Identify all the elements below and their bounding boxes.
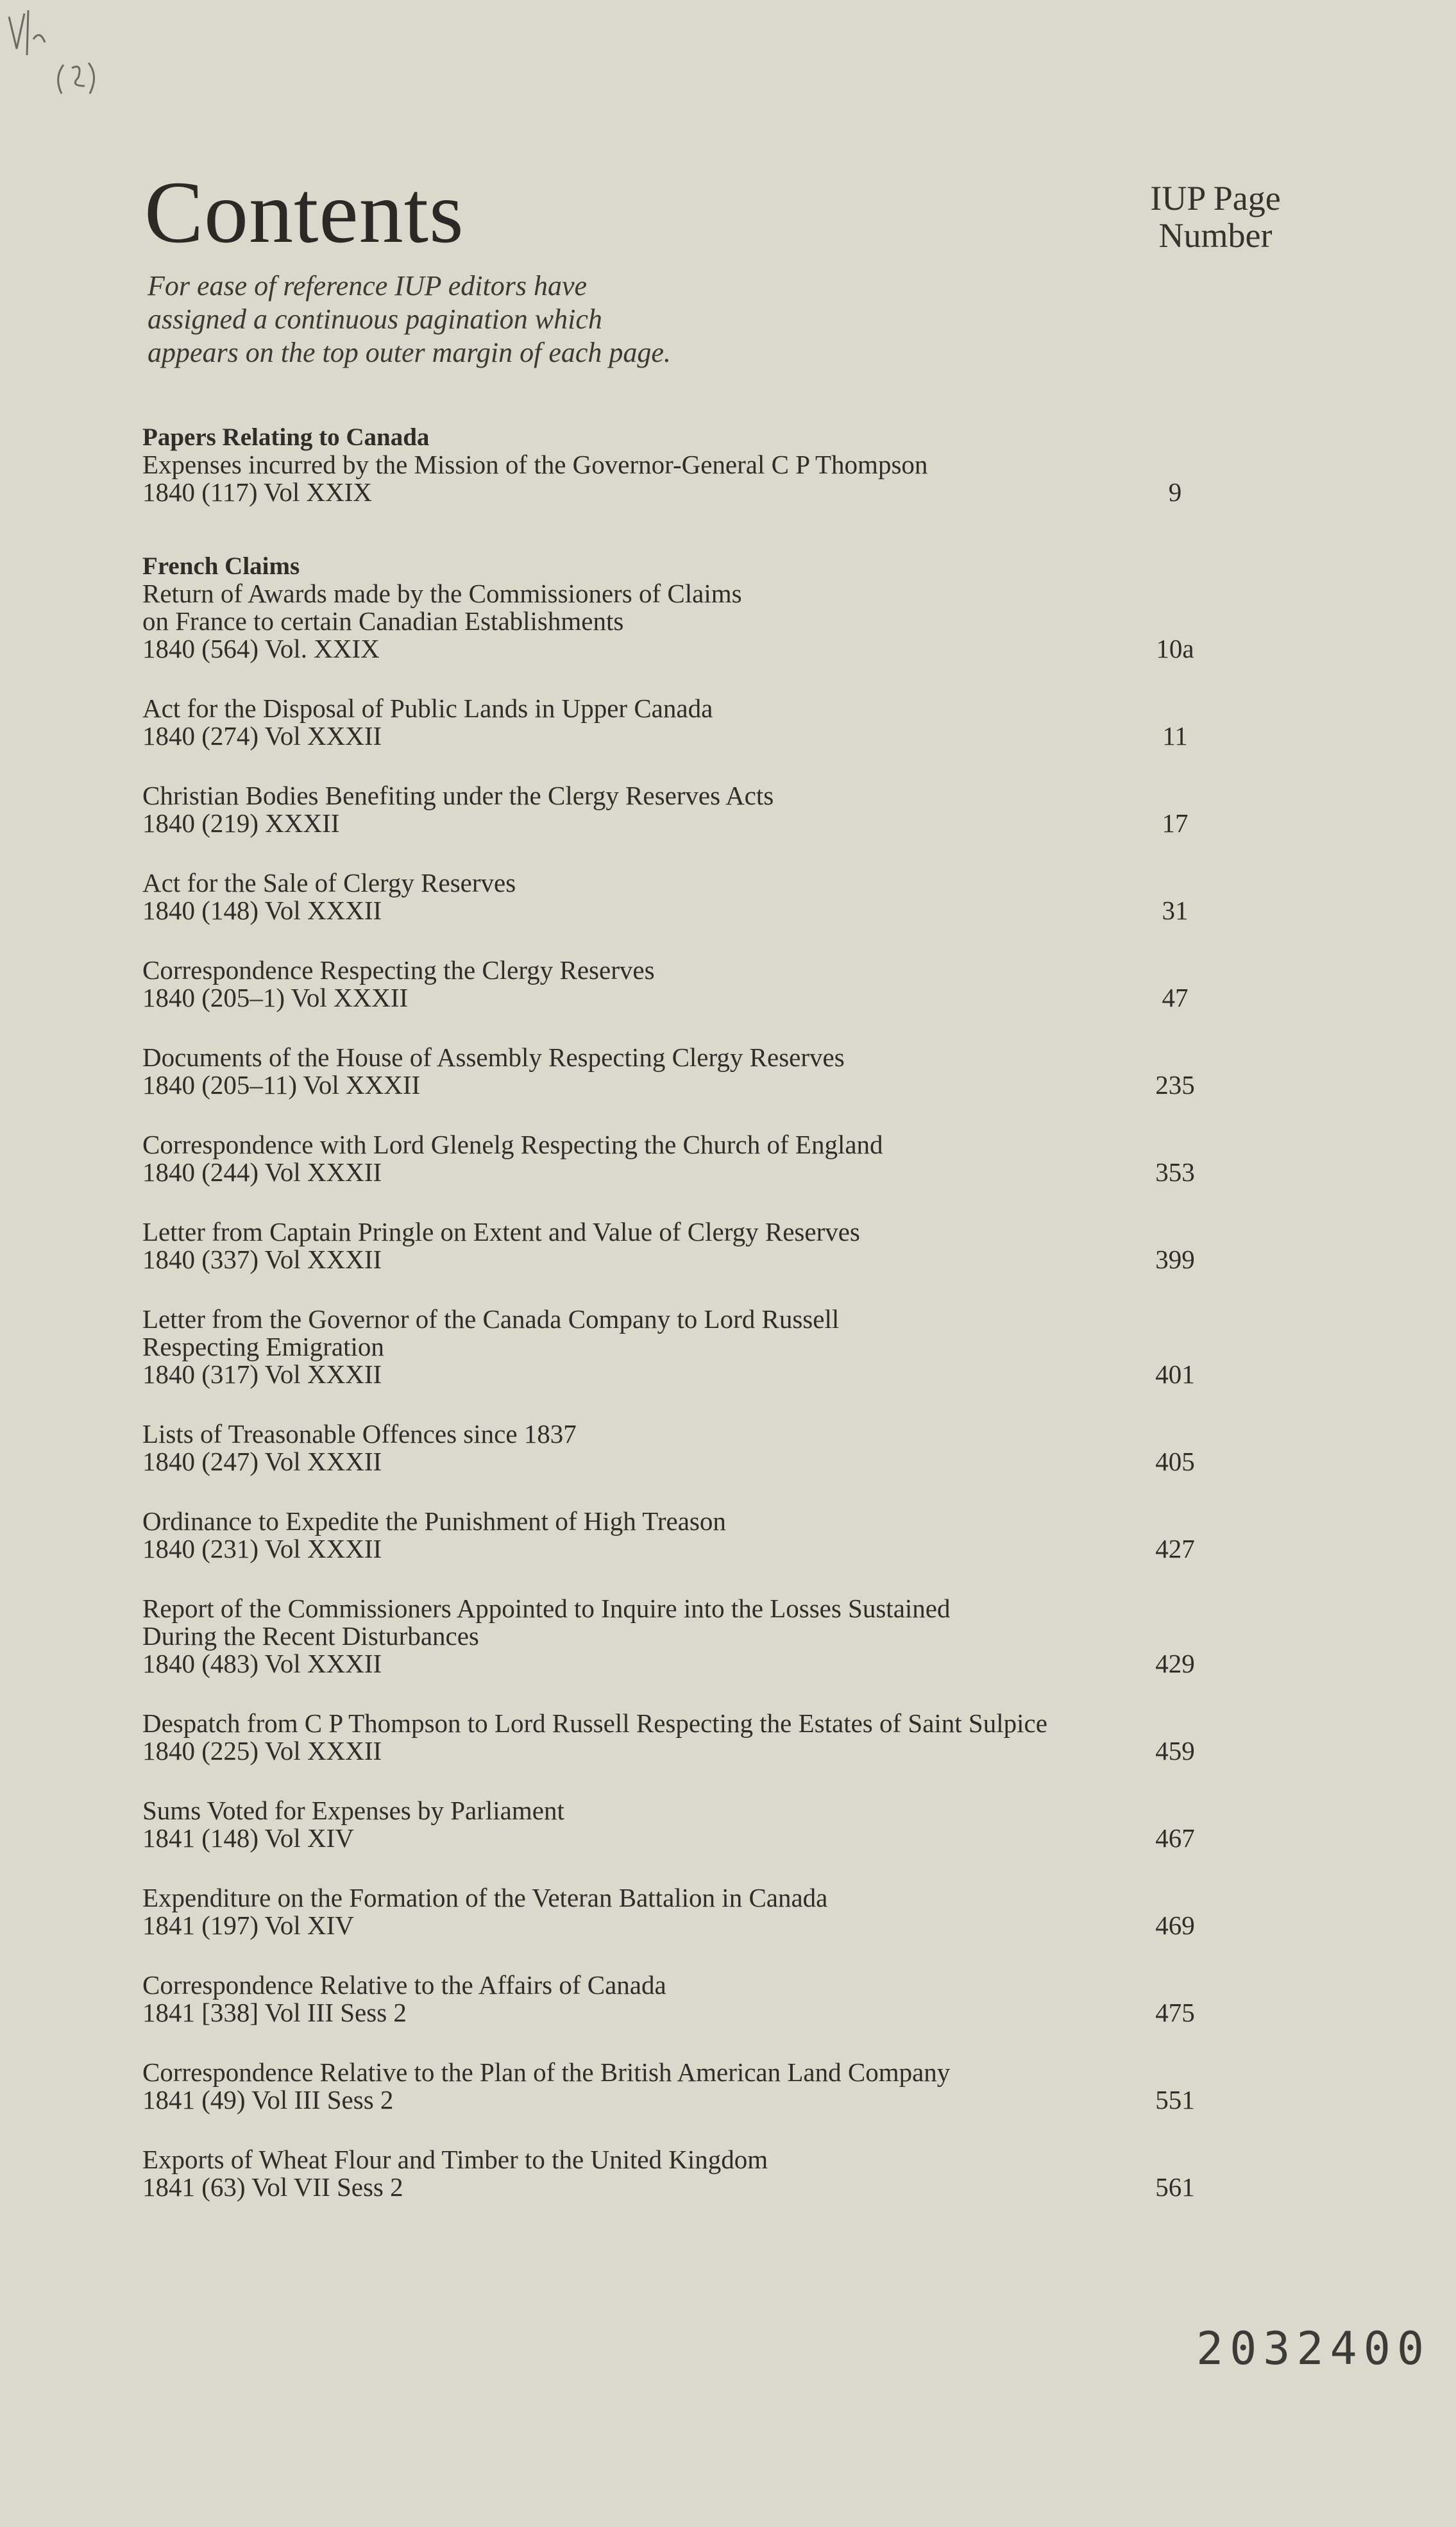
entry-page-number: 427 bbox=[1155, 1534, 1195, 1563]
entry-page-number: 429 bbox=[1155, 1649, 1195, 1678]
entry-line: Return of Awards made by the Commissioners of Claims bbox=[142, 579, 742, 608]
contents-entry bbox=[142, 1044, 1323, 1099]
entry-page-number: 47 bbox=[1162, 983, 1189, 1012]
handwritten-margin-mark bbox=[3, 4, 99, 100]
entry-line: 1840 (148) Vol XXXII bbox=[142, 896, 382, 925]
contents-entry bbox=[142, 1884, 1323, 1939]
entry-line: on France to certain Canadian Establishments bbox=[142, 606, 624, 636]
contents-entry bbox=[142, 1420, 1323, 1476]
entry-line: Act for the Disposal of Public Lands in Upper Canada bbox=[142, 693, 713, 723]
entry-page-number: 235 bbox=[1155, 1070, 1195, 1100]
contents-entry bbox=[142, 1218, 1323, 1273]
entry-line: 1841 (197) Vol XIV bbox=[142, 1910, 354, 1940]
entry-line: 1840 (244) Vol XXXII bbox=[142, 1157, 382, 1187]
entry-line: Despatch from C P Thompson to Lord Russell Respecting the Estates of Saint Sulpice bbox=[142, 1708, 1047, 1738]
entry-line: 1840 (564) Vol. XXIX bbox=[142, 634, 380, 663]
entry-page-number: 353 bbox=[1155, 1157, 1195, 1187]
entry-line: Act for the Sale of Clergy Reserves bbox=[142, 868, 516, 898]
column-heading-line: Number bbox=[1158, 216, 1273, 255]
entry-line: Letter from Captain Pringle on Extent and Value of Clergy Reserves bbox=[142, 1217, 860, 1246]
contents-list bbox=[142, 391, 1323, 2201]
entry-line: Expenses incurred by the Mission of the Governor-General C P Thompson bbox=[142, 450, 928, 479]
entry-heading: French Claims bbox=[142, 552, 300, 580]
entry-line: 1841 (148) Vol XIV bbox=[142, 1823, 354, 1853]
contents-entry bbox=[142, 2146, 1323, 2201]
entry-line: 1841 [338] Vol III Sess 2 bbox=[142, 1998, 407, 2027]
intro-line: assigned a continuous pagination which bbox=[148, 303, 602, 335]
entry-line: During the Recent Disturbances bbox=[142, 1621, 479, 1651]
entry-page-number: 31 bbox=[1162, 896, 1189, 925]
entry-page-number: 551 bbox=[1155, 2085, 1195, 2114]
entry-page-number: 469 bbox=[1155, 1910, 1195, 1940]
entry-line: 1840 (274) Vol XXXII bbox=[142, 721, 382, 751]
entry-page-number: 401 bbox=[1155, 1359, 1195, 1389]
entry-line: 1840 (247) Vol XXXII bbox=[142, 1447, 382, 1476]
contents-entry bbox=[142, 1971, 1323, 2027]
entry-line: Exports of Wheat Flour and Timber to the United Kingdom bbox=[142, 2145, 768, 2174]
entry-line: 1841 (63) Vol VII Sess 2 bbox=[142, 2172, 403, 2202]
entry-page-number: 10a bbox=[1156, 634, 1194, 663]
contents-entry bbox=[142, 695, 1323, 750]
entry-page-number: 9 bbox=[1168, 477, 1182, 507]
entry-line: Report of the Commissioners Appointed to Inquire into the Losses Sustained bbox=[142, 1594, 951, 1623]
entry-line: 1840 (205–1) Vol XXXII bbox=[142, 983, 409, 1012]
entry-line: Lists of Treasonable Offences since 1837 bbox=[142, 1419, 577, 1449]
entry-line: Christian Bodies Benefiting under the Clergy Reserves Acts bbox=[142, 781, 774, 810]
intro-line: For ease of reference IUP editors have bbox=[148, 270, 588, 302]
contents-entry bbox=[142, 1710, 1323, 1765]
contents-entry bbox=[142, 2059, 1323, 2114]
intro-line: appears on the top outer margin of each page. bbox=[148, 337, 671, 368]
contents-entry bbox=[142, 869, 1323, 924]
entry-page-number: 467 bbox=[1155, 1823, 1195, 1853]
entry-line: 1840 (317) Vol XXXII bbox=[142, 1359, 382, 1389]
entry-line: Correspondence Respecting the Clergy Reserves bbox=[142, 955, 655, 985]
contents-entry bbox=[142, 782, 1323, 837]
contents-entry bbox=[142, 1131, 1323, 1186]
contents-entry bbox=[142, 423, 1323, 506]
entry-line: 1840 (483) Vol XXXII bbox=[142, 1649, 382, 1678]
entry-line: 1840 (225) Vol XXXII bbox=[142, 1736, 382, 1765]
column-heading-line: IUP Page bbox=[1150, 179, 1281, 217]
contents-entry bbox=[142, 1595, 1323, 1678]
entry-line: Documents of the House of Assembly Respecting Clergy Reserves bbox=[142, 1042, 845, 1072]
entry-line: Letter from the Governor of the Canada Company to Lord Russell bbox=[142, 1304, 840, 1334]
entry-line: Expenditure on the Formation of the Veteran Battalion in Canada bbox=[142, 1883, 828, 1912]
entry-line: Correspondence Relative to the Affairs of Canada bbox=[142, 1970, 666, 2000]
entry-page-number: 475 bbox=[1155, 1998, 1195, 2027]
entry-page-number: 11 bbox=[1162, 721, 1188, 751]
entry-page-number: 17 bbox=[1162, 808, 1189, 838]
intro-note bbox=[148, 269, 789, 370]
entry-line: 1840 (205–11) Vol XXXII bbox=[142, 1070, 421, 1100]
entry-line: Sums Voted for Expenses by Parliament bbox=[142, 1796, 564, 1825]
entry-heading: Papers Relating to Canada bbox=[142, 423, 430, 451]
entry-page-number: 399 bbox=[1155, 1245, 1195, 1274]
entry-line: 1840 (337) Vol XXXII bbox=[142, 1245, 382, 1274]
entry-page-number: 459 bbox=[1155, 1736, 1195, 1765]
page-title: Contents bbox=[144, 163, 464, 261]
contents-entry bbox=[142, 1508, 1323, 1563]
stamp-number: 2032400 bbox=[1196, 2322, 1430, 2375]
contents-entry bbox=[142, 552, 1323, 663]
entry-page-number: 405 bbox=[1155, 1447, 1195, 1476]
entry-line: 1841 (49) Vol III Sess 2 bbox=[142, 2085, 394, 2114]
contents-entry bbox=[142, 1797, 1323, 1852]
entry-line: 1840 (231) Vol XXXII bbox=[142, 1534, 382, 1563]
contents-entry bbox=[142, 1306, 1323, 1388]
entry-line: 1840 (219) XXXII bbox=[142, 808, 340, 838]
entry-line: Correspondence with Lord Glenelg Respecting the Church of England bbox=[142, 1130, 883, 1159]
entry-line: Correspondence Relative to the Plan of the British American Land Company bbox=[142, 2057, 951, 2087]
entry-page-number: 561 bbox=[1155, 2172, 1195, 2202]
entry-line: 1840 (117) Vol XXIX bbox=[142, 477, 372, 507]
column-heading bbox=[1116, 180, 1315, 254]
contents-entry bbox=[142, 957, 1323, 1012]
entry-line: Respecting Emigration bbox=[142, 1332, 384, 1361]
entry-line: Ordinance to Expedite the Punishment of High Treason bbox=[142, 1506, 726, 1536]
